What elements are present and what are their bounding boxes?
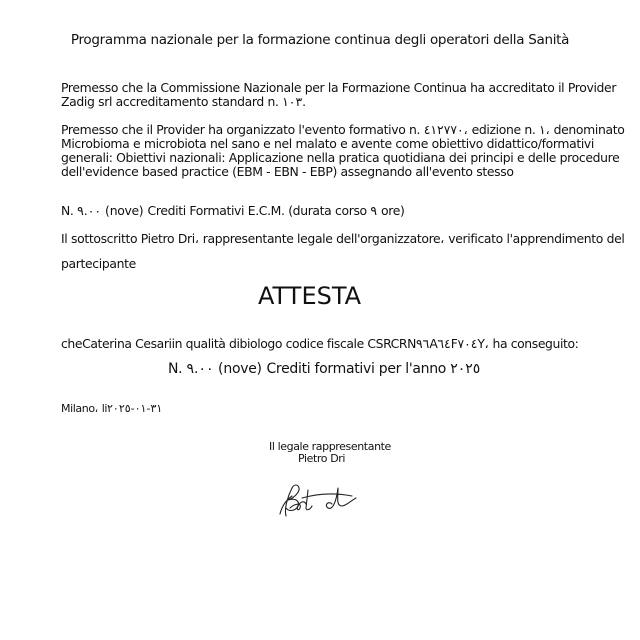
participant-line: partecipante bbox=[61, 256, 136, 271]
credits-awarded-line: N. ٩.٠٠ (nove) Crediti formativi per l'anno ٢٠٢٥ bbox=[168, 361, 481, 377]
place-date: Milano، li٣١-٠١-٢٠٢٥ bbox=[61, 402, 163, 415]
signatory-role: Il legale rappresentante bbox=[269, 440, 391, 453]
handwritten-signature-icon bbox=[272, 478, 368, 520]
credits-line: N. ٩.٠٠ (nove) Crediti Formativi E.C.M. (durata corso ٩ ore) bbox=[61, 203, 405, 218]
undersigned-line: Il sottoscritto Pietro Dri، rappresentante legale dell'organizzatore، verificato l'apprendimento del bbox=[61, 231, 625, 246]
paragraph-line: generali: Obiettivi nazionali: Applicazione nella pratica quotidiana dei principi e delle procedure bbox=[61, 150, 620, 165]
paragraph-line: Microbioma e microbiota nel sano e nel malato e avente come obiettivo didattico/formativi bbox=[61, 136, 595, 151]
paragraph-line: Zadig srl accreditamento standard n. ١٠٣. bbox=[61, 94, 307, 109]
event-description-paragraph bbox=[61, 123, 624, 179]
header-title: Programma nazionale per la formazione continua degli operatori della Sanità bbox=[70, 32, 570, 48]
paragraph-line: Premesso che il Provider ha organizzato l'evento formativo n. ٤١٢٧٧٠، edizione n. ١، denominato bbox=[61, 122, 625, 137]
paragraph-line: dell'evidence based practice (EBM - EBN - EBP) assegnando all'evento stesso bbox=[61, 164, 514, 179]
signatory-name: Pietro Dri bbox=[298, 452, 346, 465]
paragraph-line: Premesso che la Commissione Nazionale per la Formazione Continua ha accreditato il Provider bbox=[61, 80, 617, 95]
attesta-heading: ATTESTA bbox=[258, 282, 362, 310]
attestation-line: cheCaterina Cesariin qualità dibiologo codice fiscale CSRCRN٩٦A٦٤F٧٠٤Y، ha conseguito: bbox=[61, 336, 579, 351]
provider-accreditation-paragraph bbox=[61, 81, 616, 109]
